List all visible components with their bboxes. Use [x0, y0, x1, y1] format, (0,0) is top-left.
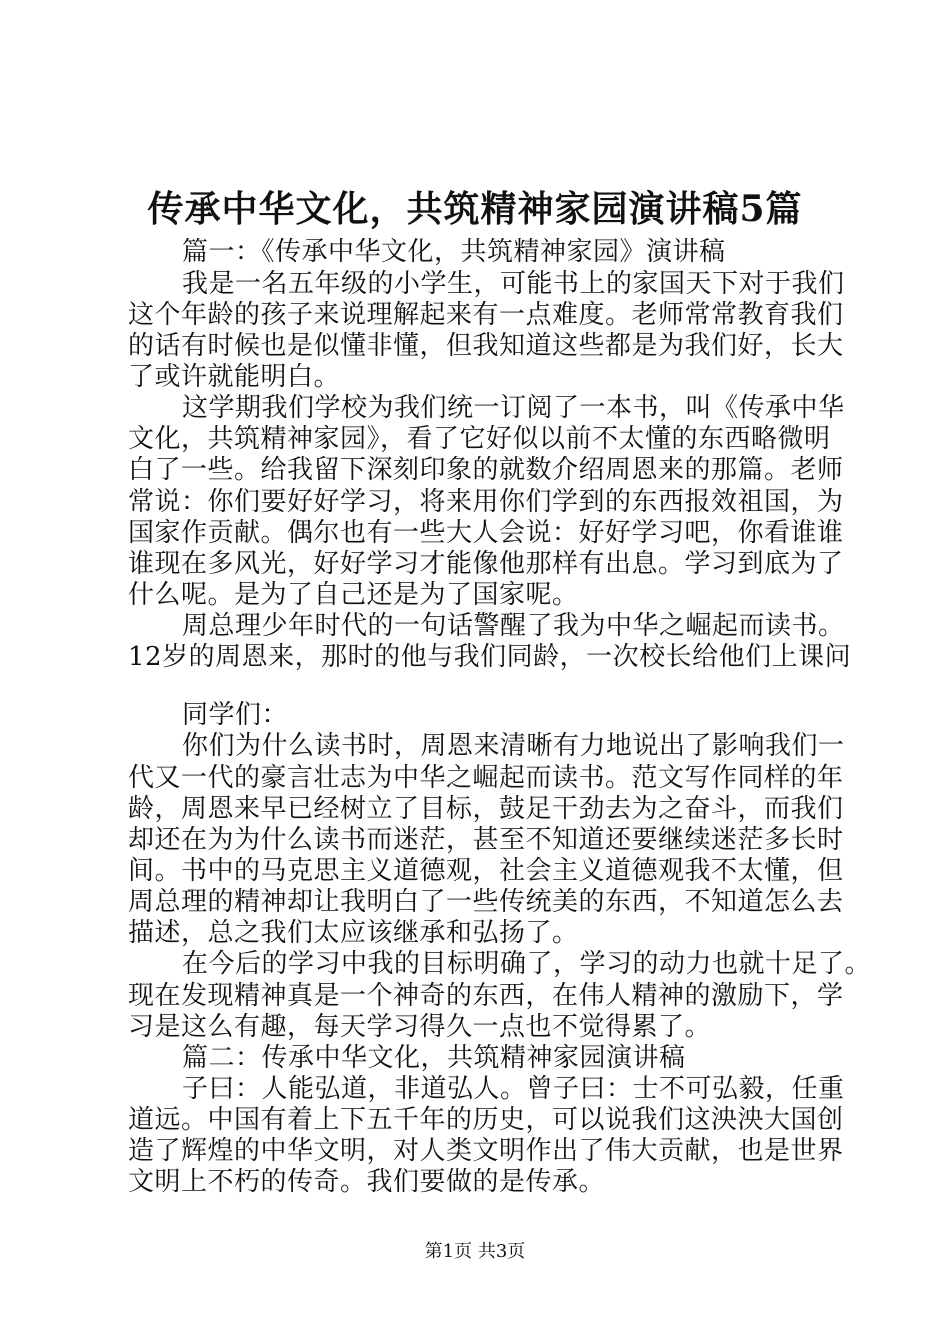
body-line: 国家作贡献。偶尔也有一些大人会说：好好学习吧，你看谁谁: [128, 518, 844, 548]
body-line: 周总理少年时代的一句话警醒了我为中华之崛起而读书。: [182, 611, 845, 641]
body-line: 你们为什么读书时，周恩来清晰有力地说出了影响我们一: [182, 731, 845, 761]
body-line: 现在发现精神真是一个神奇的东西，在伟人精神的激励下，学: [128, 981, 844, 1011]
body-line: 文明上不朽的传奇。我们要做的是传承。: [128, 1167, 606, 1197]
document-title: 传承中华文化，共筑精神家园演讲稿5篇: [147, 188, 803, 230]
body-line: 什么呢。是为了自己还是为了国家呢。: [128, 580, 579, 610]
body-line: 代又一代的豪言壮志为中华之崛起而读书。范文写作同样的年: [128, 763, 844, 793]
body-line: 我是一名五年级的小学生，可能书上的家国天下对于我们: [182, 269, 845, 299]
body-line: 同学们：: [182, 700, 289, 730]
body-line: 常说：你们要好好学习，将来用你们学到的东西报效祖国，为: [128, 487, 844, 517]
body-line: 12岁的周恩来，那时的他与我们同龄，一次校长给他们上课问: [128, 642, 852, 672]
body-line: 间。书中的马克思主义道德观，社会主义道德观我不太懂，但: [128, 856, 844, 886]
body-line: 文化，共筑精神家园》，看了它好似以前不太懂的东西略微明: [128, 424, 831, 454]
section-heading: 篇一：《传承中华文化，共筑精神家园》演讲稿: [182, 237, 726, 267]
body-line: 白了一些。给我留下深刻印象的就数介绍周恩来的那篇。老师: [128, 455, 844, 485]
body-line: 龄，周恩来早已经树立了目标，鼓足干劲去为之奋斗，而我们: [128, 794, 844, 824]
body-line: 在今后的学习中我的目标明确了，学习的动力也就十足了。: [182, 949, 872, 979]
body-line: 造了辉煌的中华文明，对人类文明作出了伟大贡献，也是世界: [128, 1136, 844, 1166]
body-line: 道远。中国有着上下五千年的历史，可以说我们这泱泱大国创: [128, 1105, 844, 1135]
body-line: 这学期我们学校为我们统一订阅了一本书，叫《传承中华: [182, 393, 845, 423]
body-line: 却还在为为什么读书而迷茫，甚至不知道还要继续迷茫多长时: [128, 825, 844, 855]
body-line: 了或许就能明白。: [128, 362, 341, 392]
body-line: 子曰：人能弘道，非道弘人。曾子曰：士不可弘毅，任重: [182, 1074, 845, 1104]
page-footer: 第1页 共3页: [424, 1241, 526, 1262]
body-line: 这个年龄的孩子来说理解起来有一点难度。老师常常教育我们: [128, 300, 844, 330]
body-line: 习是这么有趣，每天学习得久一点也不觉得累了。: [128, 1012, 712, 1042]
body-line: 周总理的精神却让我明白了一些传统美的东西，不知道怎么去: [128, 887, 844, 917]
section-heading: 篇二：传承中华文化，共筑精神家园演讲稿: [182, 1043, 686, 1073]
body-line: 谁现在多风光，好好学习才能像他那样有出息。学习到底为了: [128, 549, 844, 579]
body-line: 的话有时候也是似懂非懂，但我知道这些都是为我们好，长大: [128, 331, 844, 361]
body-line: 描述，总之我们太应该继承和弘扬了。: [128, 918, 579, 948]
